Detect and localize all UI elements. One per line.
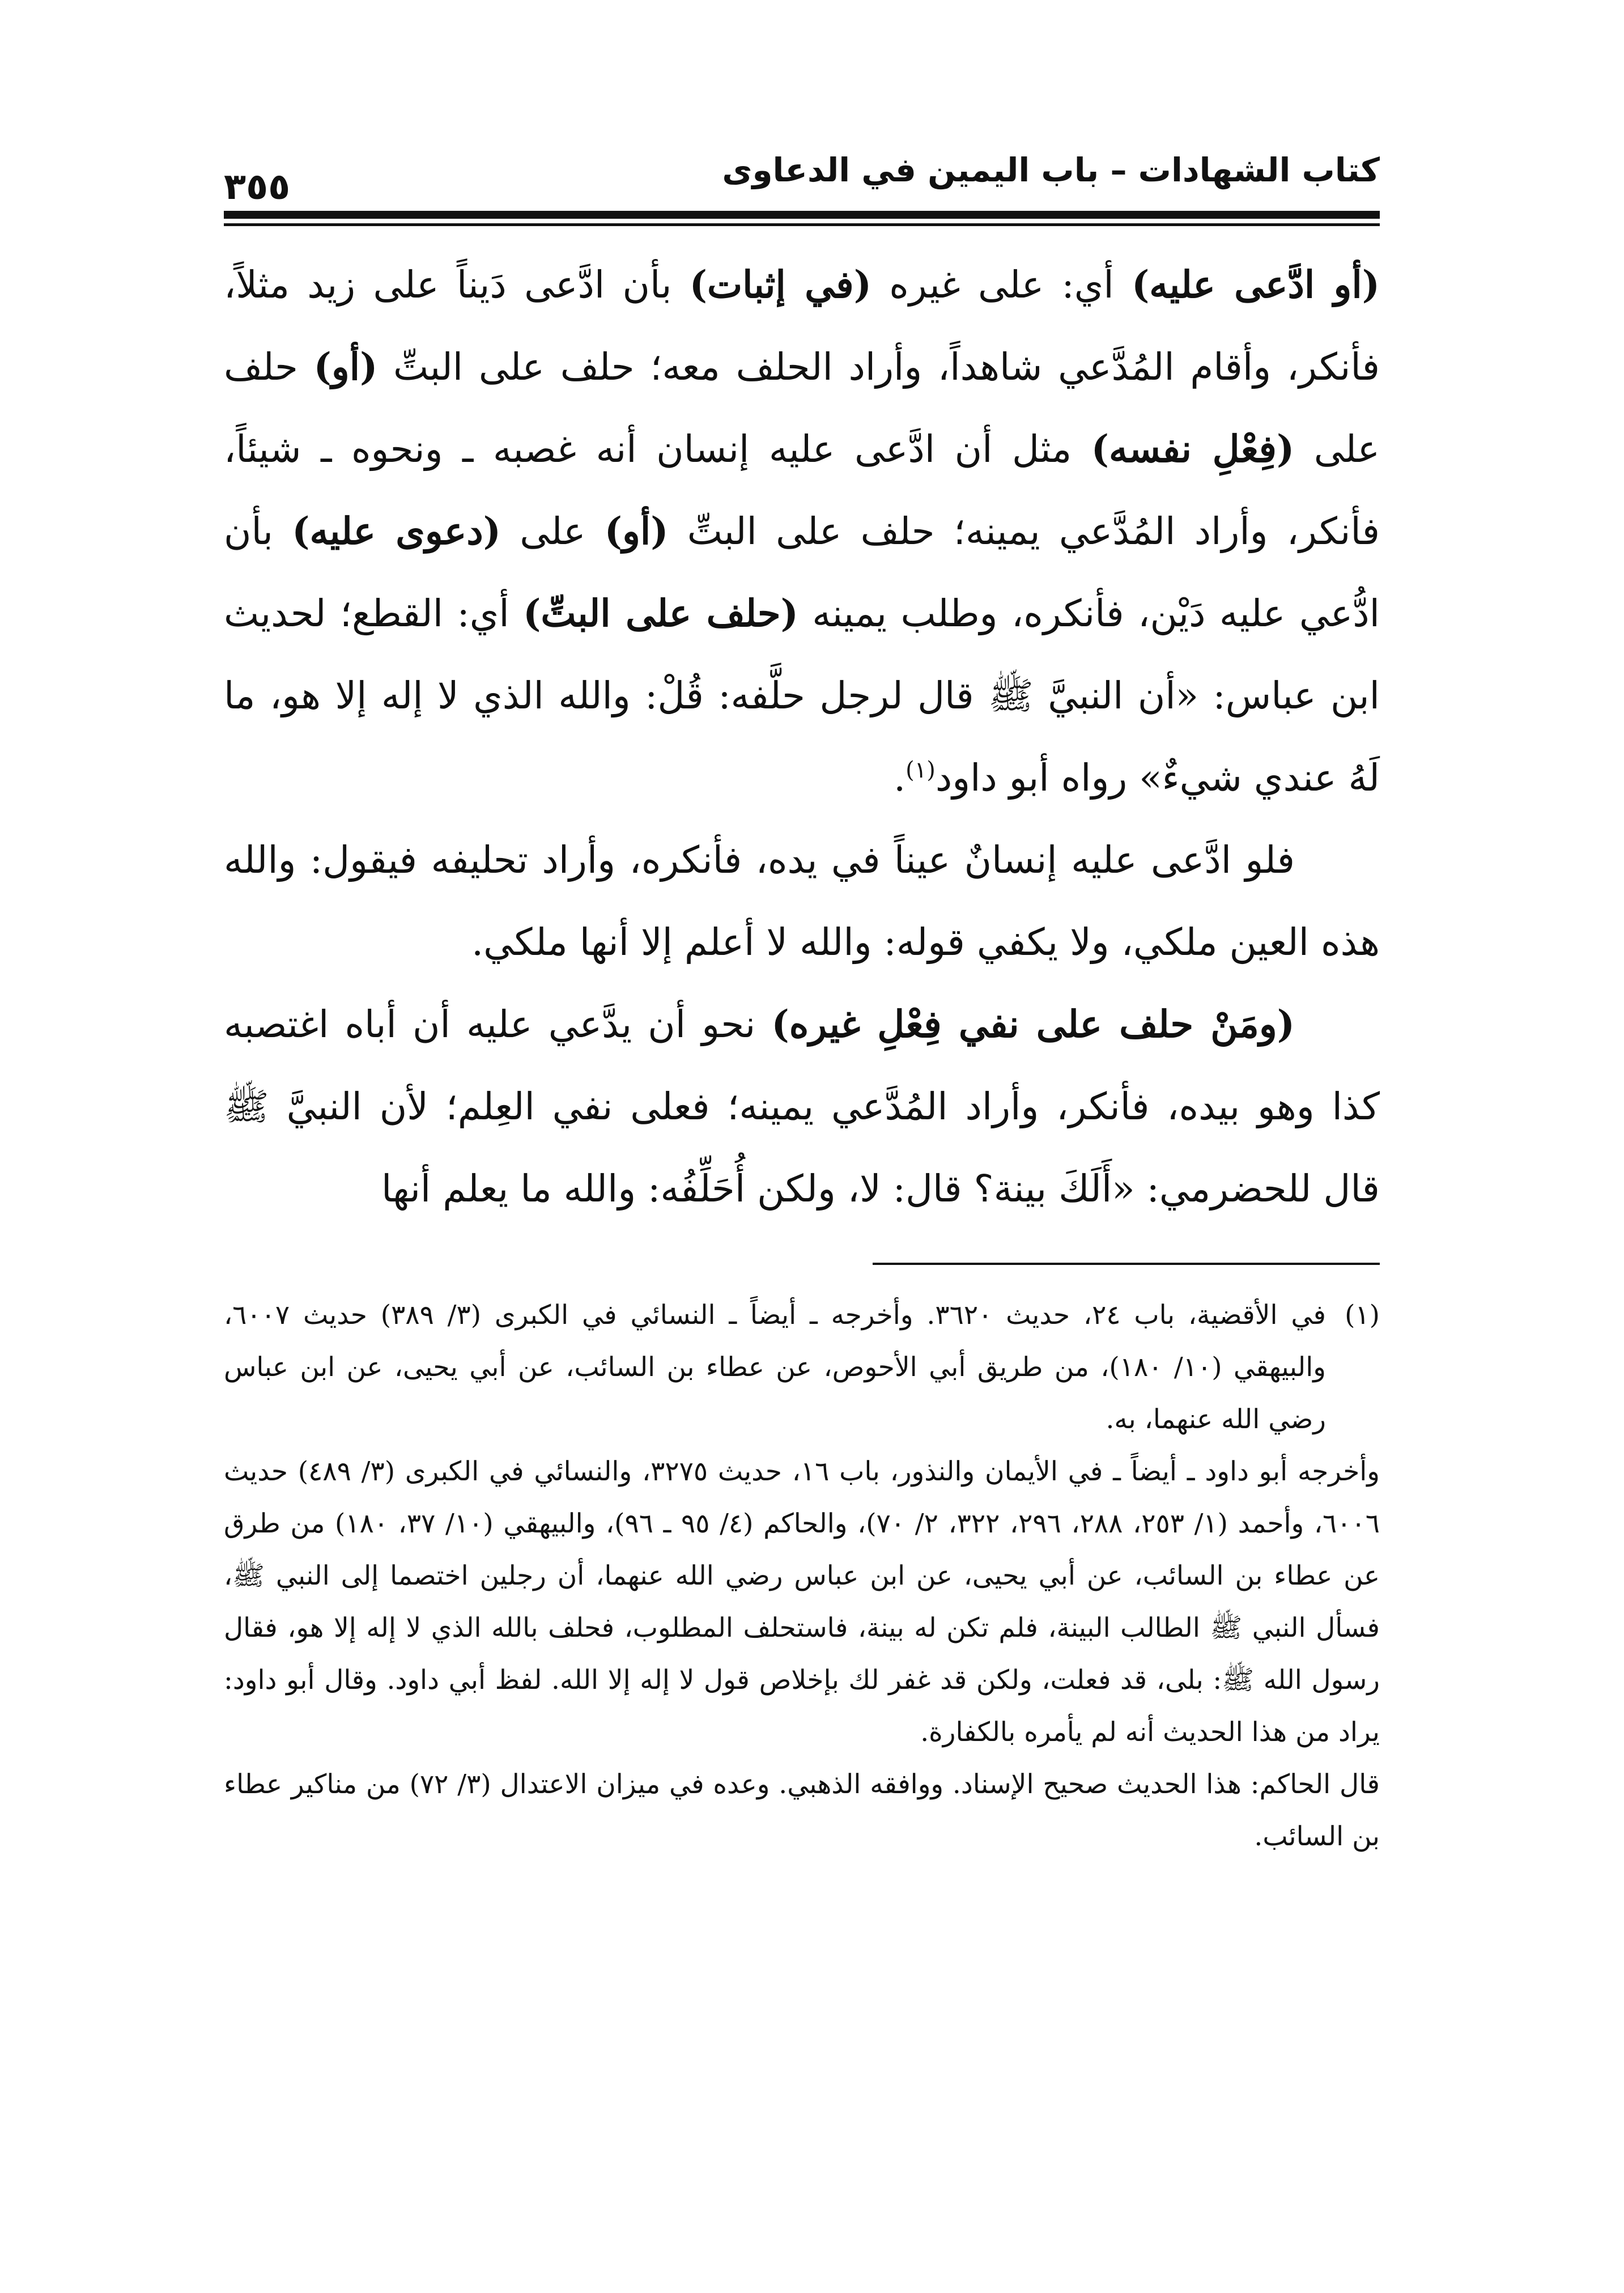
commentary-text: أي: على غيره (871, 263, 1132, 307)
running-title: كتاب الشهادات – باب اليمين في الدعاوى (722, 151, 1380, 189)
matn-phrase: (دعوى عليه) (292, 509, 501, 553)
matn-phrase: (ومَنْ حلف على نفي فِعْلِ غيره) (771, 1002, 1295, 1046)
matn-phrase: (فِعْلِ نفسه) (1091, 427, 1295, 471)
commentary-text: . (894, 756, 906, 800)
header-rule-thick (224, 211, 1380, 219)
commentary-text: أي: القطع؛ لحديث ابن عباس: «أن النبيَّ ﷺ قال لرجل حلَّفه: قُلْ: والله الذي لا إله إلا هو، ما لَهُ عندي شيءٌ» رواه أبو داود (224, 592, 1380, 800)
commentary-text: على (501, 509, 605, 553)
paragraph-2: فلو ادَّعى عليه إنسانٌ عيناً في يده، فأنكره، وأراد تحليفه فيقول: والله هذه العين ملكي، ولا يكفي قوله: والله لا أعلم إلا أنها ملكي. (224, 838, 1380, 964)
footnote-1: في الأقضية، باب ٢٤، حديث ٣٦٢٠. وأخرجه ـ أيضاً ـ النسائي في الكبرى (٣/ ٣٨٩) حديث ٦٠٠٧، والبيهقي (١٠/ ١٨٠)، من طريق أبي الأحوص، عن عطاء بن السائب، عن أبي يحيى، عن ابن عباس رضي الله عنهما، به. (224, 1300, 1326, 1435)
commentary-text: بأن ادَّعى دَيناً على زيد مثلاً، فأنكر، وأقام المُدَّعي شاهداً، وأراد الحلف معه؛ حلف على البتِّ (224, 263, 1380, 389)
commentary-text: بأن ادُّعي عليه دَيْن، فأنكره، وطلب يمينه (224, 509, 1380, 635)
footnote-reference[interactable]: (١) (905, 757, 936, 783)
footnote-marker: (١) (1345, 1300, 1380, 1331)
paragraph-1 (224, 244, 1380, 819)
paragraph-3 (224, 983, 1380, 1230)
matn-phrase: (حلف على البتِّ) (523, 591, 798, 635)
main-text (224, 244, 1380, 1230)
footnote-continuation: قال الحاكم: هذا الحديث صحيح الإسناد. ووافقه الذهبي. وعده في ميزان الاعتدال (٣/ ٧٢) من مناكير عطاء بن السائب. (224, 1769, 1380, 1852)
page-header (224, 142, 1380, 210)
matn-phrase: (أو) (604, 509, 669, 553)
page-number: ٣٥٥ (224, 166, 291, 208)
commentary-text: حلف على (224, 345, 1380, 471)
header-rule-thin (224, 223, 1380, 226)
footnotes (224, 1289, 1380, 1863)
matn-phrase: (أو) (313, 345, 378, 389)
footnote-continuation: وأخرجه أبو داود ـ أيضاً ـ في الأيمان والنذور، باب ١٦، حديث ٣٢٧٥، والنسائي في الكبرى (٣/ ٤٨٩) حديث ٦٠٠٦، وأحمد (١/ ٢٥٣، ٢٨٨، ٢٩٦، ٣٢٢، ٢/ ٧٠)، والحاكم (٤/ ٩٥ ـ ٩٦)، والبيهقي (١٠/ ٣٧، ١٨٠) من طرق عن عطاء بن السائب، عن أبي يحيى، عن ابن عباس رضي الله عنهما، أن رجلين اختصما إلى النبي ﷺ، فسأل النبي ﷺ الطالب البينة، فلم تكن له بينة، فاستحلف المطلوب، فحلف بالله الذي لا إله إلا هو، فقال رسول الله ﷺ: بلى، قد فعلت، ولكن قد غفر لك بإخلاص قول لا إله إلا الله. لفظ أبي داود. وقال أبو داود: يراد من هذا الحديث أنه لم يأمره بالكفارة. (224, 1456, 1380, 1748)
commentary-text: نحو أن يدَّعي عليه أن أباه اغتصبه كذا وهو بيده، فأنكر، وأراد المُدَّعي يمينه؛ فعلى نفي العِلم؛ لأن النبيَّ ﷺ قال للحضرمي: «أَلَكَ بينة؟ قال: لا، ولكن أُحَلِّفُه: والله ما يعلم أنها (224, 1003, 1380, 1211)
footnote-separator (873, 1263, 1380, 1265)
commentary-text: مثل أن ادَّعى عليه إنسان أنه غصبه ـ ونحوه ـ شيئاً، فأنكر، وأراد المُدَّعي يمينه؛ حلف على البتِّ (224, 427, 1380, 553)
matn-phrase: (أو ادَّعى عليه) (1132, 262, 1380, 307)
matn-phrase: (في إثبات) (689, 262, 871, 307)
